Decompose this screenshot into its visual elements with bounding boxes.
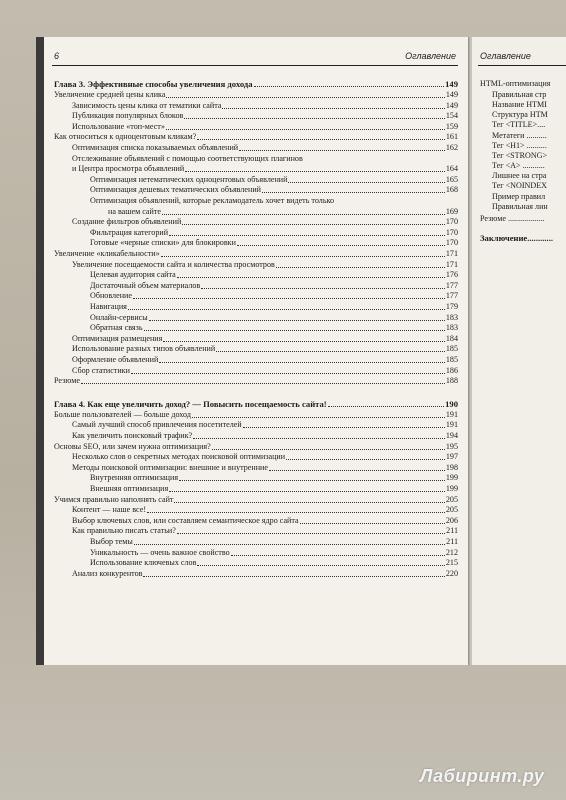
toc-entry — [72, 260, 458, 270]
toc-page-number: 176 — [445, 270, 458, 280]
toc-leader-dots — [222, 108, 444, 109]
toc-leader-dots — [192, 417, 445, 418]
toc-entry-title: Целевая аудитория сайта — [90, 270, 176, 280]
toc-entry-title: Оптимизация нетематических одноцентовых объявлений — [90, 174, 288, 184]
toc-entry-title: Отслеживание объявлений с помощью соответствующих плагинов — [72, 153, 303, 163]
toc-entry-title: Оптимизация размещения — [72, 333, 163, 343]
toc-entry-title: Несколько слов о секретных методах поисковой оптимизации — [72, 452, 286, 462]
running-header: Оглавление — [405, 51, 456, 61]
toc-entry-title: Контент — наше все! — [72, 505, 147, 515]
toc-entry — [72, 334, 458, 344]
toc-entry-title: Самый лучший способ привлечения посетителей — [72, 420, 242, 430]
toc-entry — [72, 101, 458, 111]
toc-chapter-entry — [54, 79, 458, 89]
toc-entry — [90, 484, 458, 494]
toc-leader-dots — [179, 480, 445, 481]
toc-entry-title: Использование «топ-мест» — [72, 121, 165, 131]
toc-leader-dots — [237, 245, 445, 246]
toc-page-number: 149 — [445, 90, 458, 99]
toc-entry — [72, 355, 458, 365]
toc-entry-title: Больше пользователей — больше доход — [54, 409, 191, 419]
toc-leader-dots — [161, 256, 445, 257]
toc-page-number: 191 — [445, 420, 458, 430]
right-toc-entry: Метатеги .......... — [492, 131, 547, 140]
toc-page-number: 159 — [445, 121, 458, 131]
toc-leader-dots — [133, 298, 445, 299]
toc-leader-dots — [144, 330, 445, 331]
toc-page-number: 165 — [445, 174, 458, 184]
toc-leader-dots — [197, 139, 445, 140]
toc-entry — [72, 516, 458, 526]
toc-entry-title: Создание фильтров объявлений — [72, 217, 182, 227]
toc-leader-dots — [147, 512, 445, 513]
toc-leader-dots — [269, 470, 445, 471]
toc-leader-dots — [212, 449, 445, 450]
toc-page-number: 205 — [445, 505, 458, 515]
toc-leader-dots — [143, 576, 444, 577]
toc-entry-title: Глава 3. Эффективные способы увеличения дохода — [54, 79, 253, 89]
toc-entry — [90, 323, 458, 333]
toc-entry-title: Глава 4. Как еще увеличить доход? — Повысить посещаемость сайта! — [54, 398, 327, 409]
toc-entry-title: Фильтрация категорий — [90, 227, 169, 237]
left-page — [44, 37, 471, 665]
right-toc-entry: Тег <A> ........... — [492, 161, 545, 170]
toc-entry — [108, 207, 458, 217]
toc-page-number: 179 — [445, 302, 458, 311]
toc-page-number: 211 — [446, 526, 458, 536]
toc-page-number: 188 — [445, 376, 458, 386]
toc-leader-dots — [276, 267, 445, 268]
toc-page-number: 198 — [445, 462, 458, 472]
toc-page-number: 205 — [445, 494, 458, 504]
toc-entry — [90, 281, 458, 291]
toc-entry — [90, 302, 458, 312]
toc-leader-dots — [149, 320, 445, 321]
toc-entry — [90, 270, 458, 280]
toc-leader-dots — [262, 192, 445, 193]
toc-entry-title: Основы SEO, или зачем нужна оптимизация? — [54, 441, 211, 451]
right-toc-entry: Резюме .................. — [480, 214, 545, 223]
toc-entry — [90, 537, 458, 547]
toc-page-number: 212 — [445, 547, 458, 557]
toc-entry-title: Публикация популярных блоков — [72, 111, 184, 121]
toc-page-number: 186 — [445, 365, 458, 375]
toc-leader-dots — [159, 362, 445, 363]
toc-entry-title: Анализ конкурентов — [72, 568, 143, 578]
toc-entry — [72, 217, 458, 227]
toc-entry — [54, 132, 458, 142]
toc-entry — [90, 558, 458, 568]
toc-entry-title: Увеличение средней цены клика — [54, 90, 166, 99]
toc-leader-dots — [300, 523, 445, 524]
toc-page-number: 190 — [445, 398, 458, 409]
toc-leader-dots — [201, 288, 445, 289]
toc-page-number: 154 — [445, 111, 458, 121]
toc-entry — [54, 410, 458, 420]
header-rule — [52, 65, 458, 66]
toc-leader-dots — [166, 97, 444, 98]
right-page — [472, 37, 566, 665]
toc-entry-title: Выбор ключевых слов, или составляем семантическое ядро сайта — [72, 515, 299, 525]
toc-page-number: 220 — [445, 568, 458, 578]
toc-leader-dots — [177, 533, 445, 534]
toc-leader-dots — [288, 182, 444, 183]
toc-entry — [72, 420, 458, 430]
toc-entry — [90, 175, 458, 185]
toc-entry-title: Обратная связь — [90, 323, 143, 333]
toc-page-number: 191 — [445, 409, 458, 419]
toc-leader-dots — [197, 565, 444, 566]
right-toc-entry: Тег <H1> .......... — [492, 141, 547, 150]
toc-entry-title: Использование разных типов объявлений — [72, 344, 216, 354]
toc-page-number: 162 — [445, 143, 458, 152]
toc-page-number: 170 — [445, 217, 458, 227]
toc-entry — [72, 463, 458, 473]
toc-entry-title: Увеличение «кликабельности» — [54, 249, 160, 258]
toc-entry — [54, 249, 458, 259]
toc-entry — [72, 452, 458, 462]
toc-entry — [72, 366, 458, 376]
toc-entry — [90, 228, 458, 238]
toc-leader-dots — [182, 224, 445, 225]
toc-page-number: 184 — [445, 333, 458, 343]
toc-entry-title: Оптимизация дешевых тематических объявлений — [90, 185, 262, 195]
toc-page-number: 183 — [445, 323, 458, 333]
toc-page-number: 195 — [445, 441, 458, 451]
toc-entry — [90, 238, 458, 248]
toc-leader-dots — [131, 373, 445, 374]
toc-entry-title: Как правильно писать статьи? — [72, 526, 176, 536]
toc-entry — [54, 495, 458, 505]
toc-entry-title: Уникальность — очень важное свойство — [90, 547, 230, 557]
toc-entry — [72, 143, 458, 153]
toc-leader-dots — [184, 118, 445, 119]
toc-entry-title: Как относиться к одноцентовым кликам? — [54, 132, 197, 142]
toc-entry-title: и Центра просмотра объявлений — [72, 164, 185, 174]
toc-page-number: 170 — [445, 227, 458, 237]
right-toc-entry: Правильная лин — [492, 202, 548, 211]
right-toc-entry: Тег <NOINDEX — [492, 181, 548, 190]
toc-page-number: 206 — [445, 515, 458, 525]
toc-page-number: 185 — [445, 344, 458, 354]
right-toc-entry: Тег <TITLE>.... — [492, 120, 546, 129]
toc-entry — [54, 376, 458, 386]
toc-entry-title: Резюме — [54, 376, 80, 386]
toc-page-number: 171 — [445, 249, 458, 258]
right-toc-entry: Пример правил — [492, 192, 546, 201]
toc-leader-dots — [254, 86, 445, 87]
toc-page-number: 164 — [445, 164, 458, 174]
toc-entry-title: Онлайн-сервисы — [90, 312, 148, 322]
toc-entry-title: Оформление объявлений — [72, 355, 159, 364]
toc-entry — [72, 344, 458, 354]
toc-chapter-entry — [54, 399, 458, 409]
right-toc-entry: Тег <STRONG> — [492, 151, 548, 160]
toc-entry-title: Методы поисковой оптимизации: внешние и внутренние — [72, 462, 268, 472]
toc-entry — [54, 442, 458, 452]
toc-entry — [72, 122, 458, 132]
toc-entry — [90, 313, 458, 323]
toc-entry — [72, 111, 458, 121]
toc-page-number: 177 — [445, 280, 458, 290]
toc-leader-dots — [286, 459, 445, 460]
toc-leader-dots — [169, 491, 445, 492]
toc-page-number: 183 — [445, 312, 458, 322]
right-header-rule — [478, 65, 566, 66]
right-toc-entry: Название HTMI — [492, 100, 547, 109]
toc-page-number: 194 — [445, 431, 458, 440]
toc-entry-title: Оптимизация объявлений, которые рекламодатель хочет видеть только — [90, 196, 335, 205]
toc-entry-title: Готовые «черные списки» для блокировки — [90, 238, 236, 248]
toc-entry — [90, 291, 458, 301]
toc-entry — [90, 548, 458, 558]
toc-entry — [72, 505, 458, 515]
toc-leader-dots — [128, 309, 445, 310]
right-running-header: Оглавление — [480, 51, 531, 61]
toc-leader-dots — [162, 214, 445, 215]
toc-entry — [90, 185, 458, 195]
right-toc-entry: HTML-оптимизация — [480, 79, 551, 88]
right-toc-entry: Правильная стр — [492, 90, 547, 99]
right-toc-entry: Структура HTM — [492, 110, 548, 119]
toc-entry-title: Сбор статистики — [72, 365, 130, 375]
toc-leader-dots — [185, 171, 445, 172]
toc-page-number: 168 — [445, 185, 458, 195]
toc-entry-title: Как увеличить поисковый трафик? — [72, 431, 193, 440]
toc-entry — [72, 431, 458, 441]
toc-entry-title: Достаточный объем материалов — [90, 280, 201, 290]
toc-page-number: 171 — [445, 259, 458, 269]
toc-entry-title: Обновление — [90, 291, 132, 301]
toc-entry-title: Учимся правильно наполнять сайт — [54, 494, 174, 504]
toc-leader-dots — [177, 277, 445, 278]
toc-entry — [72, 569, 458, 579]
toc-page-number: 199 — [445, 473, 458, 483]
toc-entry-title: Выбор темы — [90, 537, 133, 546]
toc-entry-title: Внешняя оптимизация — [90, 484, 169, 493]
toc-leader-dots — [328, 406, 444, 407]
toc-entry — [72, 154, 458, 164]
toc-page-number: 185 — [445, 355, 458, 364]
toc-entry — [90, 473, 458, 483]
toc-page-number: 161 — [445, 132, 458, 142]
right-toc-entry: Лишнее на стра — [492, 171, 547, 180]
labirint-watermark: Лабиринт.ру — [420, 766, 545, 786]
toc-leader-dots — [163, 341, 445, 342]
toc-leader-dots — [134, 544, 445, 545]
toc-page-number: 170 — [445, 238, 458, 248]
toc-leader-dots — [243, 427, 445, 428]
toc-entry-title: Зависимость цены клика от тематики сайта — [72, 100, 222, 110]
toc-page-number: 149 — [445, 100, 458, 110]
toc-page-number: 211 — [446, 537, 458, 546]
toc-page-number: 177 — [445, 291, 458, 301]
toc-entry — [90, 196, 458, 206]
toc-entry — [54, 90, 458, 100]
toc-leader-dots — [81, 383, 445, 384]
page-number: 6 — [54, 51, 60, 61]
toc-page-number: 169 — [445, 206, 458, 216]
toc-leader-dots — [174, 502, 444, 503]
toc-entry-title: на вашем сайте — [108, 206, 161, 216]
toc-entry-title: Внутренняя оптимизация — [90, 473, 179, 483]
toc-entry-title: Оптимизация списка показываемых объявлений — [72, 143, 239, 152]
toc-page-number: 149 — [445, 79, 458, 89]
toc-leader-dots — [239, 150, 445, 151]
toc-entry-title: Использование ключевых слов — [90, 558, 197, 568]
toc-leader-dots — [169, 235, 445, 236]
toc-page-number: 215 — [445, 558, 458, 568]
toc-page-number: 199 — [445, 484, 458, 493]
toc-entry-title: Увеличение посещаемости сайта и количества просмотров — [72, 259, 275, 269]
toc-leader-dots — [216, 351, 445, 352]
toc-leader-dots — [193, 438, 445, 439]
toc-entry-title: Навигация — [90, 302, 127, 311]
toc-page-number: 197 — [445, 452, 458, 462]
right-toc-chapter-entry: Заключение............ — [480, 233, 554, 243]
toc-entry — [72, 164, 458, 174]
toc-leader-dots — [166, 129, 445, 130]
toc-leader-dots — [231, 555, 445, 556]
toc-entry — [72, 526, 458, 536]
